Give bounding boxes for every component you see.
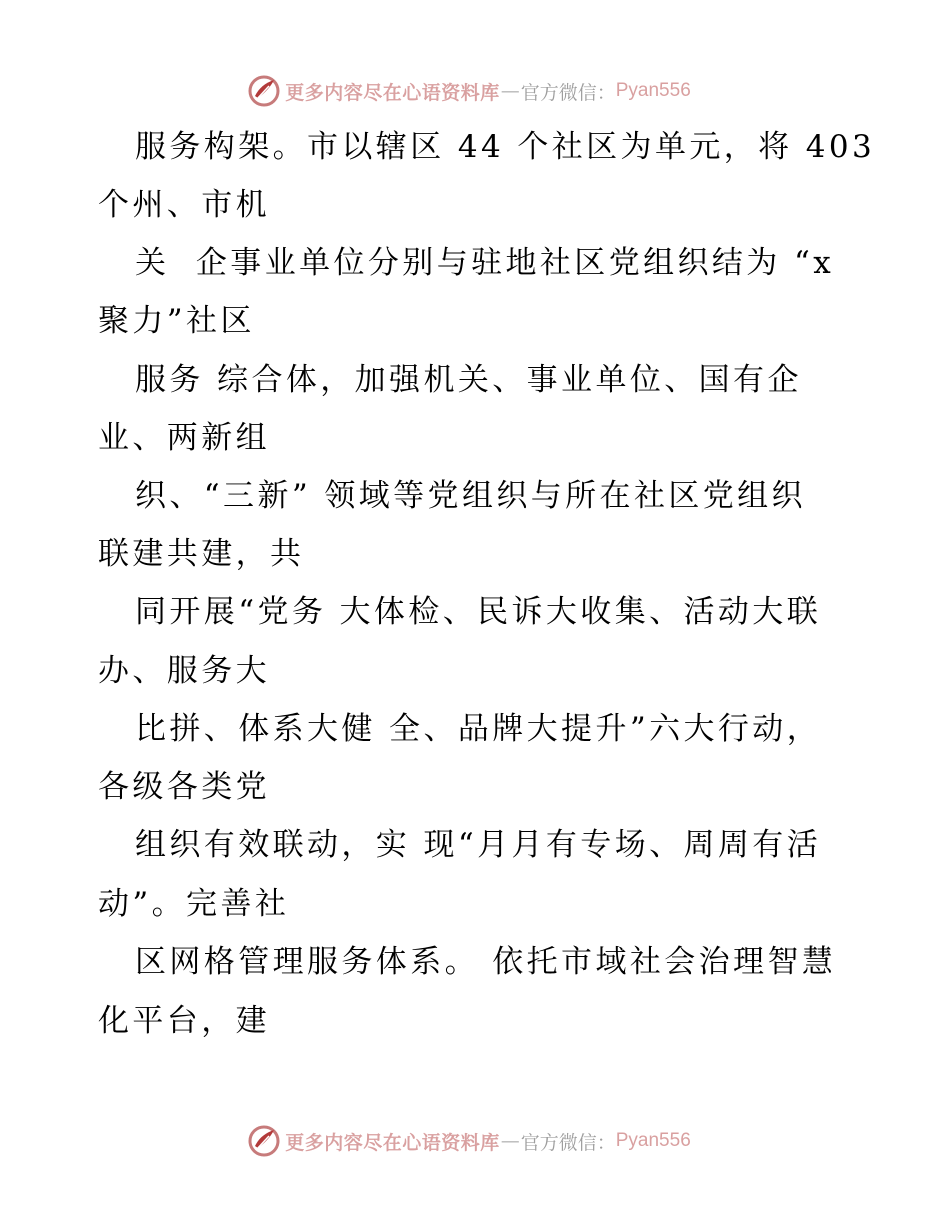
paragraph-line: 办、服务大	[98, 653, 270, 689]
watermark-wechat-label: 官方微信：	[520, 81, 616, 104]
watermark-wechat-label: 官方微信：	[520, 1131, 616, 1154]
paragraph-line: 业、两新组	[98, 420, 270, 456]
paragraph-line: 组织有效联动，实 现“月月有专场、周周有活	[135, 827, 822, 863]
quill-logo-icon	[247, 74, 281, 108]
watermark-separator: —	[500, 1130, 520, 1152]
paragraph-line: 织、“三新” 领域等党组织与所在社区党组织	[135, 478, 806, 514]
paragraph-line: 聚力”社区	[98, 303, 255, 339]
paragraph-line: 化平台，建	[98, 1003, 270, 1039]
quill-logo-icon	[247, 1124, 281, 1158]
footer-watermark	[0, 1121, 950, 1161]
header-watermark	[0, 71, 950, 111]
paragraph-line: 各级各类党	[98, 769, 270, 805]
paragraph-line: 区网格管理服务体系。 依托市域社会治理智慧	[135, 944, 837, 980]
watermark-text: 更多内容尽在心语资料库	[285, 1131, 500, 1154]
paragraph-line: 同开展“党务 大体检、民诉大收集、活动大联	[135, 594, 822, 630]
paragraph-line: 个州、市机	[98, 187, 270, 223]
paragraph-line: 比拼、体系大健 全、品牌大提升”六大行动，	[135, 711, 822, 747]
watermark-wechat-id: Pyan556	[615, 1130, 691, 1151]
paragraph-line: 关 企事业单位分别与驻地社区党组织结为 “x	[135, 245, 835, 281]
paragraph-line: 联建共建，共	[98, 536, 305, 572]
watermark-text: 更多内容尽在心语资料库	[285, 81, 500, 104]
paragraph-line: 服务构架。市以辖区 44 个社区为单元，将 403	[135, 129, 876, 165]
watermark-wechat-id: Pyan556	[615, 80, 691, 101]
paragraph-line: 动”。完善社	[98, 886, 290, 922]
watermark-separator: —	[500, 80, 520, 102]
paragraph-line: 服务 综合体，加强机关、事业单位、国有企	[135, 362, 802, 398]
